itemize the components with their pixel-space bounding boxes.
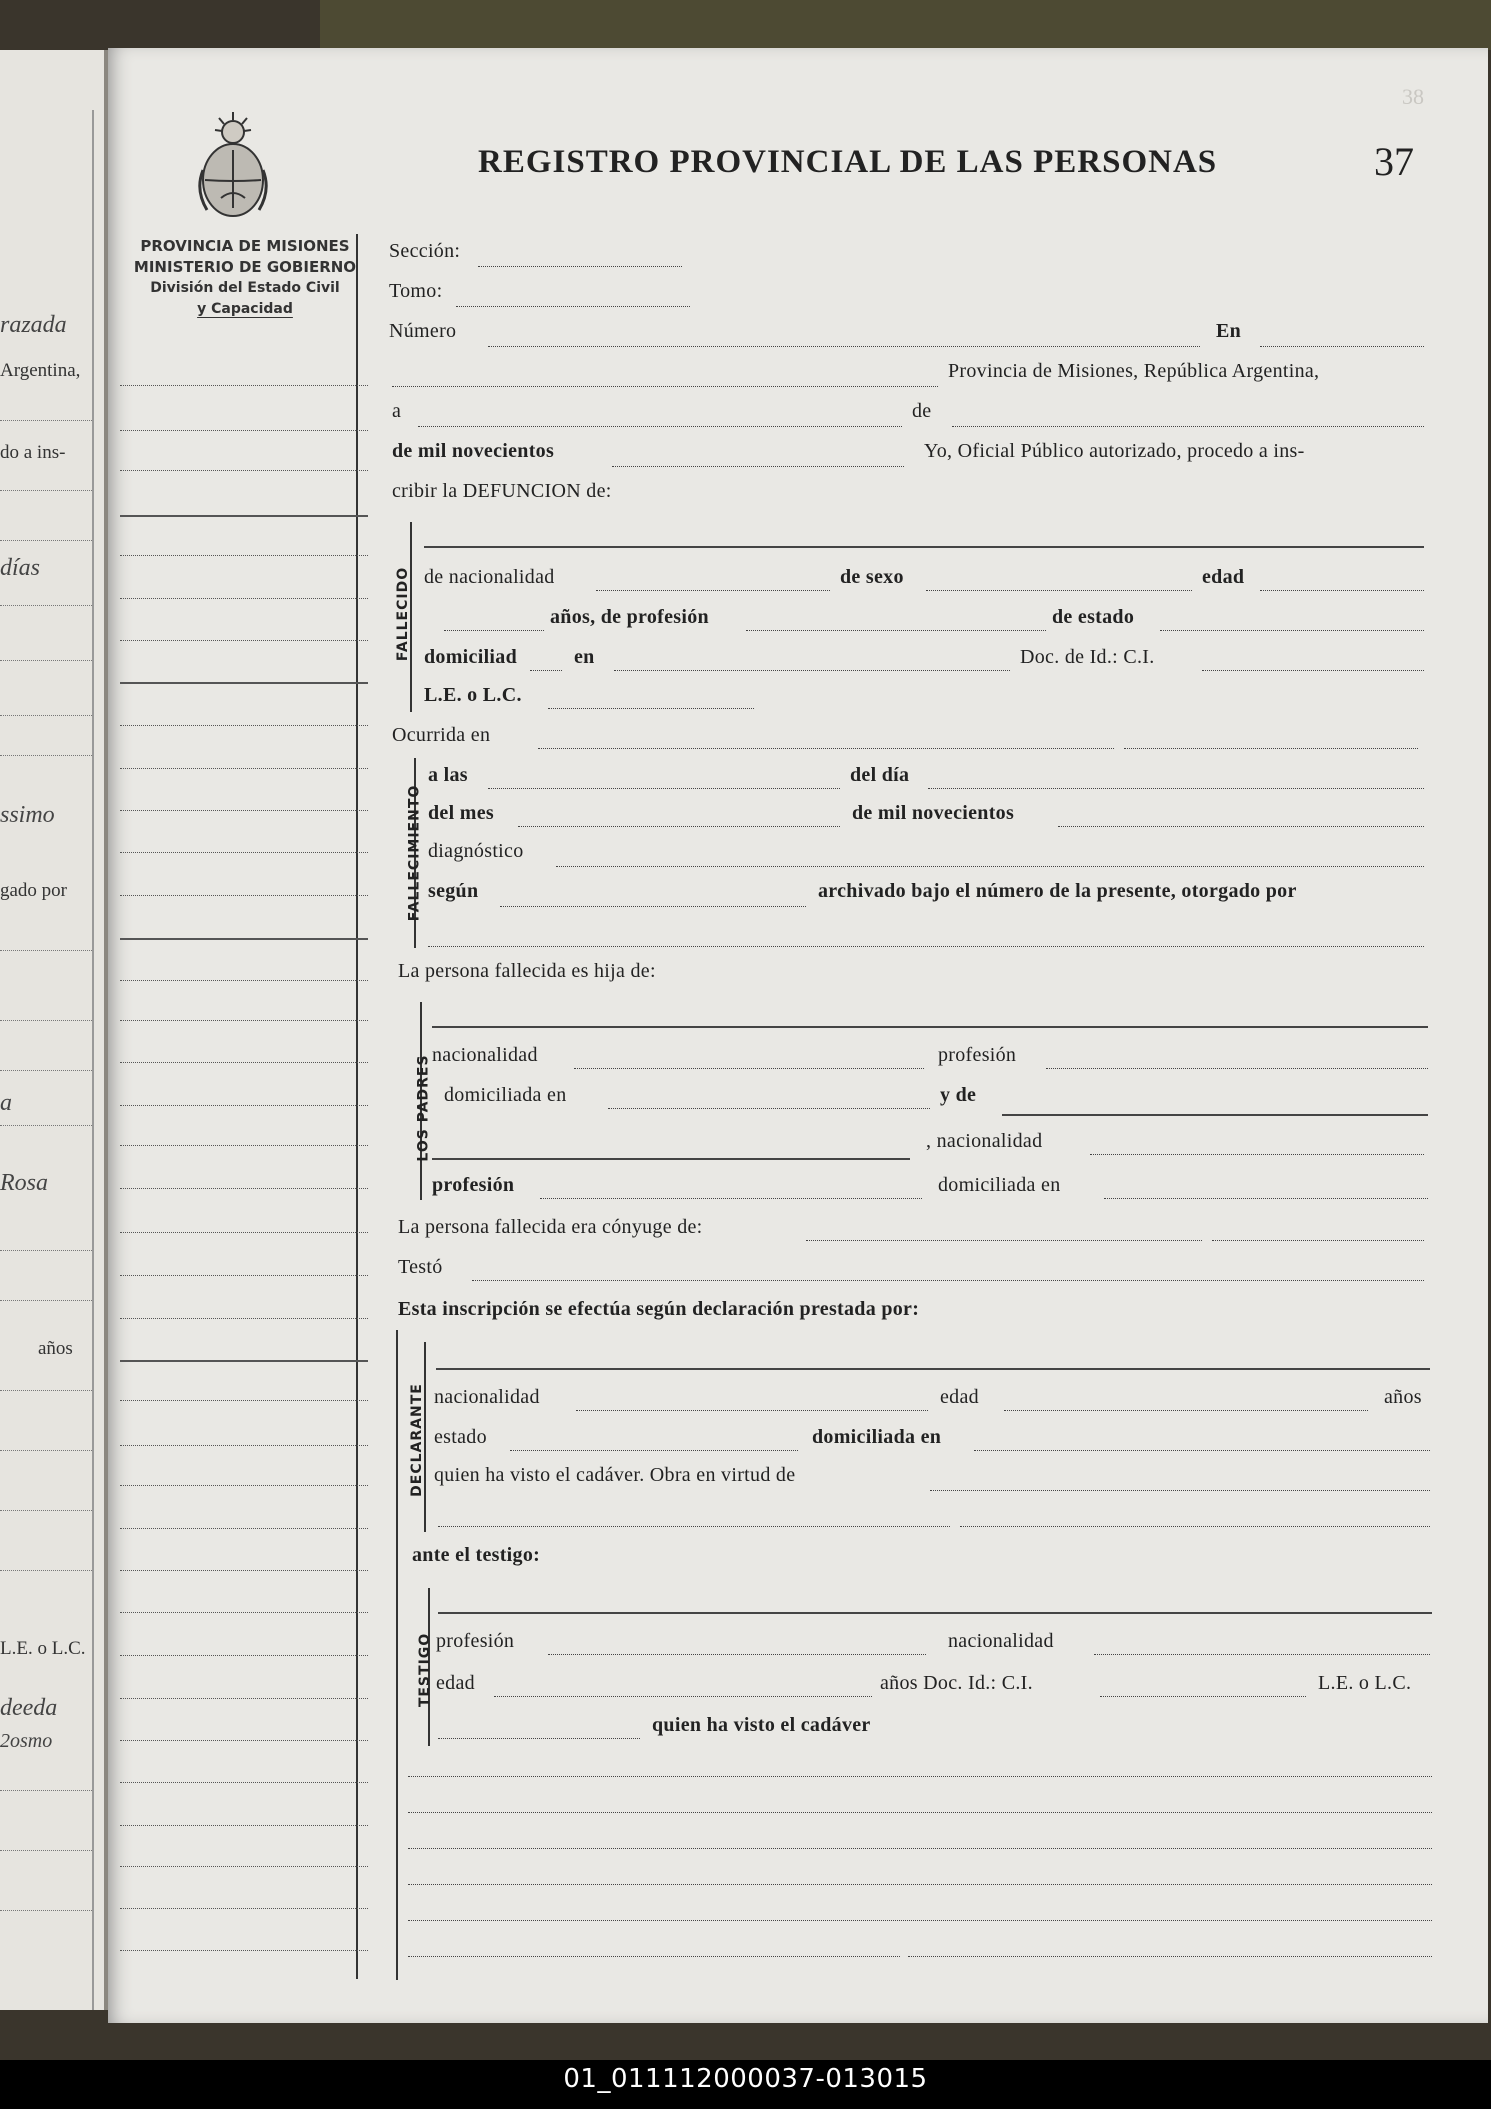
previous-page-handwriting: días [0,555,41,581]
fallecimiento-section-label: FALLECIMIENTO [406,784,423,922]
conyuge-label: La persona fallecida era cónyuge de: [398,1216,703,1238]
declarante-anos-label: años [1384,1386,1422,1408]
diagnostico-label: diagnóstico [428,840,524,862]
diagnostico-field[interactable] [556,866,1424,867]
fallecido-anios-field[interactable] [444,630,544,631]
fallecido-domicilio-label: domiciliad [424,646,518,668]
register-title: REGISTRO PROVINCIAL DE LAS PERSONAS [478,144,1218,180]
previous-page-text: años [38,1338,73,1359]
del-mes-label: del mes [428,802,494,824]
fallecido-le-field[interactable] [548,708,754,709]
division-name-line-2: y Capacidad [197,301,293,317]
previous-page-handwriting: razada [0,312,67,338]
archivado-text: archivado bajo el número de la presente, otorgado por [818,880,1297,902]
fallecido-nacionalidad-label: de nacionalidad [424,566,555,588]
fallecimiento-anio-field[interactable] [1058,826,1424,827]
a-label: a [392,400,402,422]
testo-field[interactable] [472,1280,1424,1281]
declarante-edad-field[interactable] [1004,1410,1368,1411]
ocurrida-label: Ocurrida en [392,724,491,746]
fallecido-estado-label: de estado [1052,606,1135,628]
del-dia-field[interactable] [928,788,1424,789]
del-mes-field[interactable] [518,826,840,827]
fallecido-ci-field[interactable] [1202,670,1424,671]
testigo-profesion-field[interactable] [548,1654,926,1655]
provincia-text: Provincia de Misiones, República Argentina, [948,360,1320,382]
conyuge-field[interactable] [806,1240,1202,1241]
fallecido-edad-field[interactable] [1260,590,1424,591]
segun-field[interactable] [500,906,806,907]
testigo-edad-field[interactable] [494,1696,872,1697]
declarante-nacionalidad-field[interactable] [576,1410,928,1411]
observaciones-line[interactable] [408,1776,1432,1777]
del-dia-label: del día [850,764,910,786]
en-label: En [1216,320,1242,342]
fallecido-profesion-label: años, de profesión [550,606,709,628]
hora-field[interactable] [488,788,840,789]
form-left-rule [396,1330,398,1980]
fallecido-nacionalidad-field[interactable] [596,590,830,591]
otorgado-field[interactable] [428,946,1424,947]
declarante-nombre-field[interactable] [436,1368,1430,1370]
declarante-domicilio-field[interactable] [974,1450,1430,1451]
observaciones-line[interactable] [908,1956,1432,1957]
lugar-field[interactable] [392,386,938,387]
fallecido-domicilio-field[interactable] [614,670,1010,671]
page-mark: 38 [1402,84,1424,109]
ante-testigo-label: ante el testigo: [412,1544,541,1566]
ocurrida-field-2[interactable] [1124,748,1418,749]
declarante-virtud-field-3[interactable] [960,1526,1430,1527]
dia-field[interactable] [418,426,902,427]
padres-section-label: LOS PADRES [415,1054,432,1162]
de-label: de [912,400,932,422]
coat-of-arms-icon [193,110,273,222]
previous-page-handwriting: Rosa [0,1170,48,1196]
padre-nacionalidad-label: nacionalidad [432,1044,538,1066]
testigo-ci-field[interactable] [1100,1696,1306,1697]
madre-nacionalidad-label: , nacionalidad [926,1130,1043,1152]
declarante-estado-field[interactable] [510,1450,798,1451]
testigo-nacionalidad-field[interactable] [1094,1654,1430,1655]
madre-profesion-label: profesión [432,1174,515,1196]
declarante-virtud-field[interactable] [930,1490,1430,1491]
observaciones-line[interactable] [408,1812,1432,1813]
declarante-edad-label: edad [940,1386,979,1408]
fallecido-sexo-label: de sexo [840,566,904,588]
ministry-name: MINISTERIO DE GOBIERNO [133,258,357,276]
segun-label: según [428,880,479,902]
fallecido-en-label: en [574,646,595,668]
previous-page-text: gado por [0,880,68,901]
testigo-doc-label: años Doc. Id.: C.I. [880,1672,1033,1694]
fallecimiento-anio-label: de mil novecientos [852,802,1015,824]
oficial-text: Yo, Oficial Público autorizado, procedo a ins- [924,440,1305,462]
declarante-visto-text: quien ha visto el cadáver. Obra en virtud de [434,1464,796,1486]
previous-page-margin [92,110,94,2010]
declarante-nacionalidad-label: nacionalidad [434,1386,540,1408]
declarante-domicilio-label: domiciliada en [812,1426,942,1448]
previous-page-handwriting: a [0,1090,12,1116]
previous-page-text: do a ins- [0,442,66,463]
testigo-visto-text: quien ha visto el cadáver [652,1714,871,1736]
madre-nacionalidad-field[interactable] [1090,1154,1424,1155]
cribir-text: cribir la DEFUNCION de: [392,480,612,502]
observaciones-line[interactable] [408,1848,1432,1849]
observaciones-line[interactable] [408,1884,1432,1885]
declarante-section-label: DECLARANTE [408,1383,425,1497]
anio-label: de mil novecientos [392,440,555,462]
ocurrida-field[interactable] [538,748,1114,749]
file-caption: 01_011112000037-013015 [563,2064,928,2094]
madre-nombre-field-2[interactable] [432,1158,910,1160]
previous-page-text: L.E. o L.C. [0,1638,86,1659]
madre-profesion-field[interactable] [540,1198,922,1199]
padre-nacionalidad-field[interactable] [574,1068,924,1069]
testigo-nacionalidad-label: nacionalidad [948,1630,1054,1652]
fallecido-nombre-field[interactable] [424,546,1424,548]
padre-domicilio-label: domiciliada en [444,1084,567,1106]
ministry-block [120,236,370,320]
padre-profesion-field[interactable] [1046,1068,1428,1069]
previous-page-handwriting: 2osmo [0,1730,53,1752]
madre-domicilio-field[interactable] [1104,1198,1428,1199]
margin-column-divider [356,234,358,1979]
y-de-label: y de [940,1084,977,1106]
fallecido-domicilio-suffix[interactable] [530,670,562,671]
testigo-nombre-field[interactable] [438,1612,1432,1614]
numero-field[interactable] [488,346,1200,347]
conyuge-field-2[interactable] [1212,1240,1424,1241]
testigo-section-label: TESTIGO [417,1632,434,1708]
madre-domicilio-label: domiciliada en [938,1174,1061,1196]
province-name: PROVINCIA DE MISIONES [140,237,350,255]
hora-label: a las [428,764,468,786]
fallecido-le-label: L.E. o L.C. [424,684,522,706]
fallecido-edad-label: edad [1202,566,1245,588]
previous-page-handwriting: deeda [0,1695,58,1721]
cover-edge [320,0,1491,50]
fallecido-section-label: FALLECIDO [395,566,412,662]
fallecido-sexo-field[interactable] [926,590,1192,591]
previous-page-text: Argentina, [0,360,81,381]
fallecido-doc-label: Doc. de Id.: C.I. [1020,646,1155,668]
en-field[interactable] [1260,346,1424,347]
division-name: División del Estado Civil [150,280,340,296]
madre-nombre-field[interactable] [1002,1114,1428,1116]
testigo-profesion-label: profesión [436,1630,515,1652]
previous-page [0,50,108,2010]
anio-field[interactable] [612,466,904,467]
hija-de-label: La persona fallecida es hija de: [398,960,656,982]
fallecido-profesion-field[interactable] [746,630,1046,631]
declarante-virtud-field-2[interactable] [438,1526,950,1527]
previous-page-handwriting: ssimo [0,802,55,828]
declaracion-text: Esta inscripción se efectúa según declaración prestada por: [398,1298,920,1320]
numero-label: Número [389,320,457,342]
observaciones-line[interactable] [408,1920,1432,1921]
seccion-label: Sección: [389,240,461,262]
testigo-le-label: L.E. o L.C. [1318,1672,1412,1694]
tomo-label: Tomo: [389,280,443,302]
seccion-field[interactable] [478,266,682,267]
fallecido-estado-field[interactable] [1160,630,1424,631]
padre-domicilio-field[interactable] [608,1108,930,1109]
testigo-edad-label: edad [436,1672,475,1694]
padre-nombre-field[interactable] [432,1026,1428,1028]
declarante-estado-label: estado [434,1426,487,1448]
page-number: 37 [1374,139,1414,184]
observaciones-line[interactable] [408,1956,900,1957]
padre-profesion-label: profesión [938,1044,1017,1066]
mes-field[interactable] [952,426,1424,427]
testo-label: Testó [398,1256,443,1278]
tomo-field[interactable] [456,306,690,307]
testigo-le-field[interactable] [438,1738,640,1739]
